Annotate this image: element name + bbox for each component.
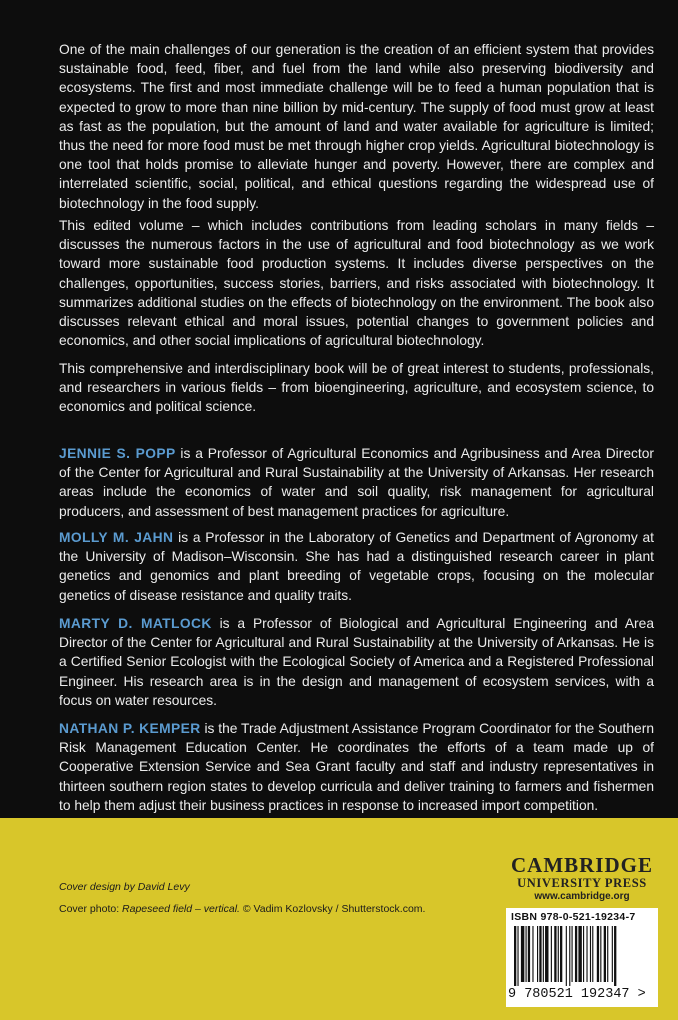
author-bio-jahn — [59, 528, 654, 605]
barcode-icon — [514, 926, 650, 986]
isbn-label: ISBN 978-0-521-19234-7 — [511, 911, 636, 923]
barcode-bar — [590, 926, 591, 982]
isbn-barcode-box — [506, 908, 658, 1007]
author-bio-text: is a Professor of Biological and Agricultural Engineering and Area Director of the Center for Agricultural and Rural Sustainability at the University of Arkansas. He is a Certified Senior Ecologist with the Ecological Society of America and a Registered Professional Engineer. His research area is in the design and management of ecosystem services, with a focus on water resources. — [59, 616, 654, 708]
barcode-bar — [521, 926, 524, 982]
barcode-bar — [537, 926, 538, 982]
barcode-bar — [528, 926, 530, 982]
barcode-bar — [600, 926, 601, 982]
author-bio-matlock — [59, 614, 654, 710]
photo-credit-prefix: Cover photo: — [59, 903, 123, 915]
barcode-bar — [614, 926, 616, 986]
author-name: MOLLY M. JAHN — [59, 530, 174, 545]
barcode-bar — [554, 926, 556, 982]
barcode-bar — [558, 926, 559, 982]
barcode-bar — [578, 926, 581, 982]
barcode-bar — [539, 926, 541, 982]
barcode-bar — [583, 926, 584, 982]
publisher-logo — [507, 854, 657, 904]
author-name: NATHAN P. KEMPER — [59, 721, 201, 736]
barcode-bar — [560, 926, 562, 982]
publisher-press: UNIVERSITY PRESS — [517, 876, 647, 890]
publisher-name: CAMBRIDGE — [510, 853, 653, 877]
barcode-bar — [566, 926, 567, 986]
barcode-digits: 9 780521 192347 > — [508, 987, 646, 1002]
description-paragraph-3: This comprehensive and interdisciplinary book will be of great interest to students, professionals, and researchers in various fields – from bioengineering, agriculture, and ecosystem science, to economics and political science. — [59, 361, 654, 415]
barcode-bar — [592, 926, 593, 982]
cover-design-credit: Cover design by David Levy — [59, 881, 190, 893]
barcode-bar — [572, 926, 573, 982]
author-bio-text: is a Professor in the Laboratory of Genetics and Department of Agronomy at the University of Madison–Wisconsin. She has had a distinguished research career in plant genetics and genomics and plant breeding of vegetable crops, focusing on the molecular genetics of disease resistance and quality traits. — [59, 530, 654, 603]
barcode-bar — [586, 926, 587, 982]
photo-credit-suffix: © Vadim Kozlovsky / Shutterstock.com. — [239, 903, 426, 915]
barcode-bar — [551, 926, 552, 982]
author-bio-popp — [59, 444, 654, 521]
barcode-bar — [575, 926, 577, 982]
description-paragraph-1: One of the main challenges of our generation is the creation of an efficient system that provides sustainable food, feed, fiber, and fuel from the land while also preserving biodiversity and ecosystems. The first and most immediate challenge will be to feed a human population that is expected to grow to more than nine billion by mid-century. The supply of food must grow at least as fast as the population, but the amount of land and water available for agriculture is limited; thus the need for more food must be met through higher crop yields. Agricultural biotechnology is one tool that holds promise to alleviate hunger and poverty. However, there are complex and interrelated scientific, social, political, and ethical questions regarding the widespread use of biotechnology in the food supply. — [59, 42, 654, 211]
author-bio-kemper — [59, 719, 654, 815]
cover-photo-credit — [59, 903, 425, 915]
barcode-bar — [545, 926, 548, 982]
barcode-bar — [604, 926, 606, 982]
barcode-bar — [532, 926, 533, 982]
barcode-bar — [607, 926, 608, 982]
barcode-bar — [526, 926, 527, 982]
author-name: MARTY D. MATLOCK — [59, 616, 212, 631]
author-bio-text: is a Professor of Agricultural Economics and Agribusiness and Area Director of the Center for Agricultural and Rural Sustainability at the University of Arkansas. Her research areas include the economics of water and soil quality, risk management for agricultural producers, and assessment of best management practices for agriculture. — [59, 446, 654, 519]
description-paragraph-2: This edited volume – which includes contributions from leading scholars in many fields – discusses the numerous factors in the use of agricultural and food biotechnology as we work toward more sustainable food production systems. It includes diverse perspectives on the challenges, opportunities, success stories, barriers, and risks associated with biotechnology. It summarizes additional studies on the effects of biotechnology on the environment. The book also discusses relevant ethical and moral issues, potential changes to government policies and economics, and other social implications of agricultural biotechnology. — [59, 218, 654, 349]
publisher-url: www.cambridge.org — [534, 891, 630, 902]
barcode-bar — [543, 926, 544, 982]
barcode-bar — [612, 926, 613, 982]
barcode-bar — [517, 926, 518, 986]
author-bio-text: is the Trade Adjustment Assistance Program Coordinator for the Southern Risk Management Education Center. He coordinates the efforts of a team made up of Cooperative Extension Service and Sea Grant faculty and staff and industry representatives in thirteen southern region states to develop curricula and deliver training to farmers and fishermen to help them adjust their business practices in response to increased import competition. — [59, 721, 654, 813]
author-name: JENNIE S. POPP — [59, 446, 176, 461]
barcode-bar — [514, 926, 516, 986]
photo-title: Rapeseed field – vertical. — [122, 903, 240, 915]
barcode-bar — [597, 926, 599, 982]
barcode-bar — [569, 926, 570, 986]
